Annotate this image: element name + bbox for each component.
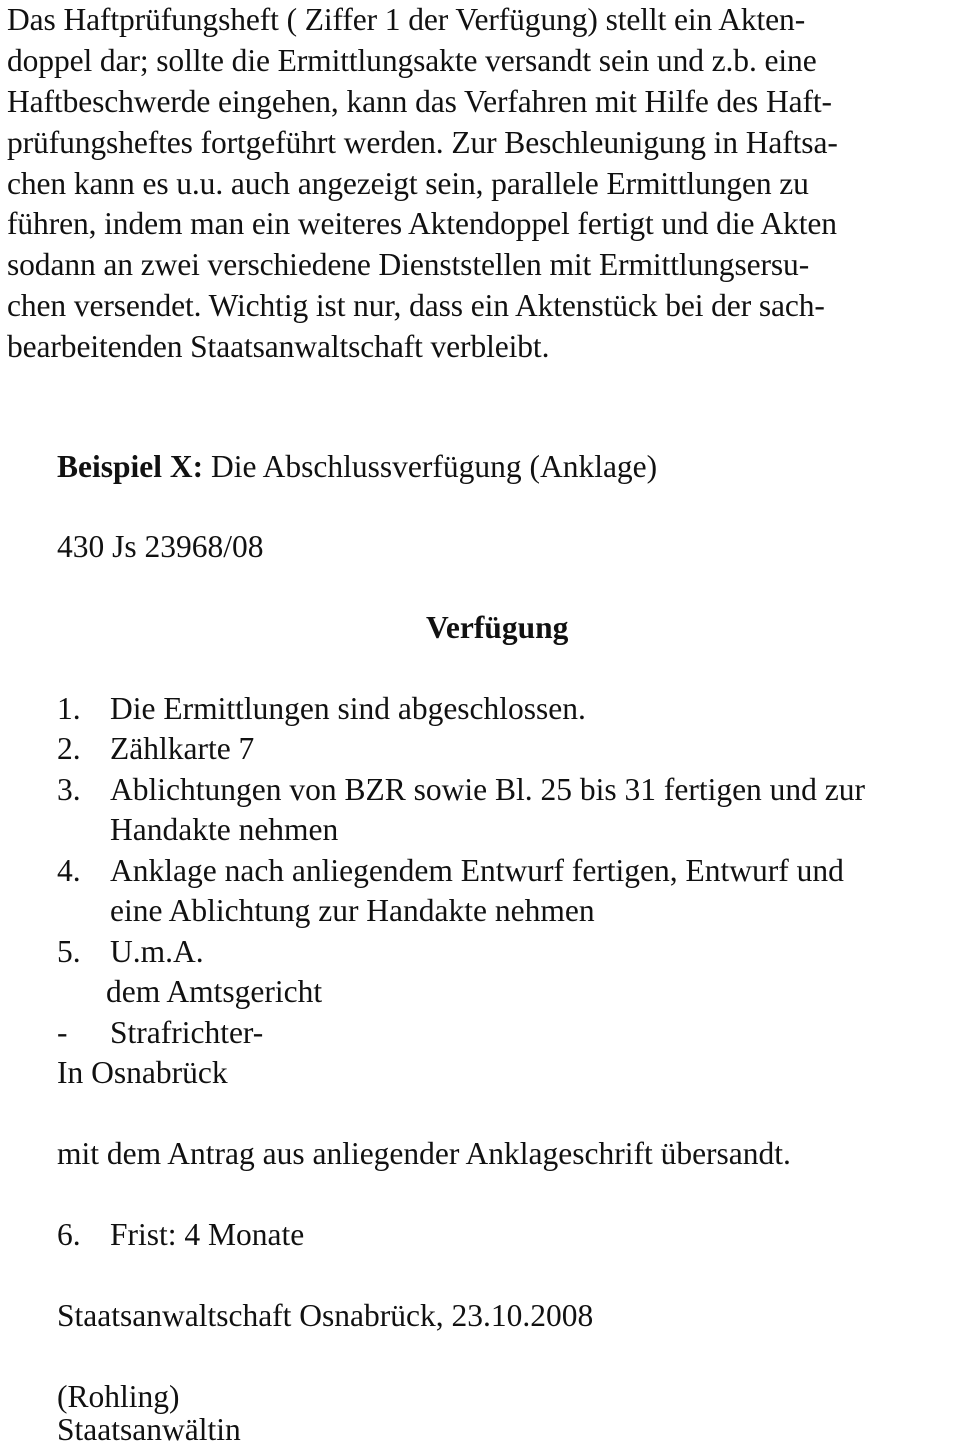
list-item-text: Zählkarte 7 [110,731,255,766]
list-item [57,729,254,769]
list-item-number: 3. [57,772,81,807]
example-heading [57,447,657,487]
recipient-court: dem Amtsgericht [106,974,323,1009]
list-item [57,851,844,891]
list-item [57,932,204,972]
recipient-judge-text: Strafrichter- [110,1015,264,1050]
list-item-text: U.m.A. [110,934,204,969]
list-item-text: Die Ermittlungen sind abgeschlossen. [110,691,586,726]
list-item-text: Ablichtungen von BZR sowie Bl. 25 bis 31 fertigen und zur [110,772,866,807]
intro-line: chen versendet. Wichtig ist nur, dass ein Aktenstück bei der sach- [7,288,825,323]
signature-name: (Rohling) [57,1379,180,1414]
list-item-number: 4. [57,853,81,888]
list-item [57,770,865,810]
recipient-judge [57,1013,263,1053]
recipient-dash: - [57,1015,68,1050]
intro-line: bearbeitenden Staatsanwaltschaft verbleibt. [7,329,550,364]
example-label: Beispiel X: [57,449,204,484]
list-item-text: Anklage nach anliegendem Entwurf fertigen, Entwurf und [110,853,844,888]
recipient-city: In Osnabrück [57,1055,228,1090]
intro-line: prüfungsheftes fortgeführt werden. Zur Beschleunigung in Haftsa- [7,125,838,160]
request-text: mit dem Antrag aus anliegender Anklageschrift übersandt. [57,1136,791,1171]
signature-place-date: Staatsanwaltschaft Osnabrück, 23.10.2008 [57,1298,594,1333]
list-item [57,689,586,729]
list-item-text: Frist: 4 Monate [110,1217,305,1252]
list-item-text: eine Ablichtung zur Handakte nehmen [110,893,595,928]
intro-line: chen kann es u.u. auch angezeigt sein, parallele Ermittlungen zu [7,166,809,201]
order-heading: Verfügung [426,610,569,645]
list-item [57,810,338,850]
list-item-number: 2. [57,731,81,766]
list-item [57,891,595,931]
list-item [57,1215,304,1255]
example-title: Die Abschlussverfügung (Anklage) [203,449,658,484]
intro-line: führen, indem man ein weiteres Aktendoppel fertigt und die Akten [7,206,837,241]
intro-line: doppel dar; sollte die Ermittlungsakte versandt sein und z.b. eine [7,43,817,78]
intro-line: sodann an zwei verschiedene Dienststellen mit Ermittlungsersu- [7,247,810,282]
list-item-number: 6. [57,1217,81,1252]
list-item-text: Handakte nehmen [110,812,339,847]
case-number: 430 Js 23968/08 [57,529,264,564]
list-item-number: 1. [57,691,81,726]
intro-line: Haftbeschwerde eingehen, kann das Verfahren mit Hilfe des Haft- [7,84,832,119]
intro-line: Das Haftprüfungsheft ( Ziffer 1 der Verfügung) stellt ein Akten- [7,2,806,37]
list-item-number: 5. [57,934,81,969]
signature-role: Staatsanwältin [57,1412,241,1447]
